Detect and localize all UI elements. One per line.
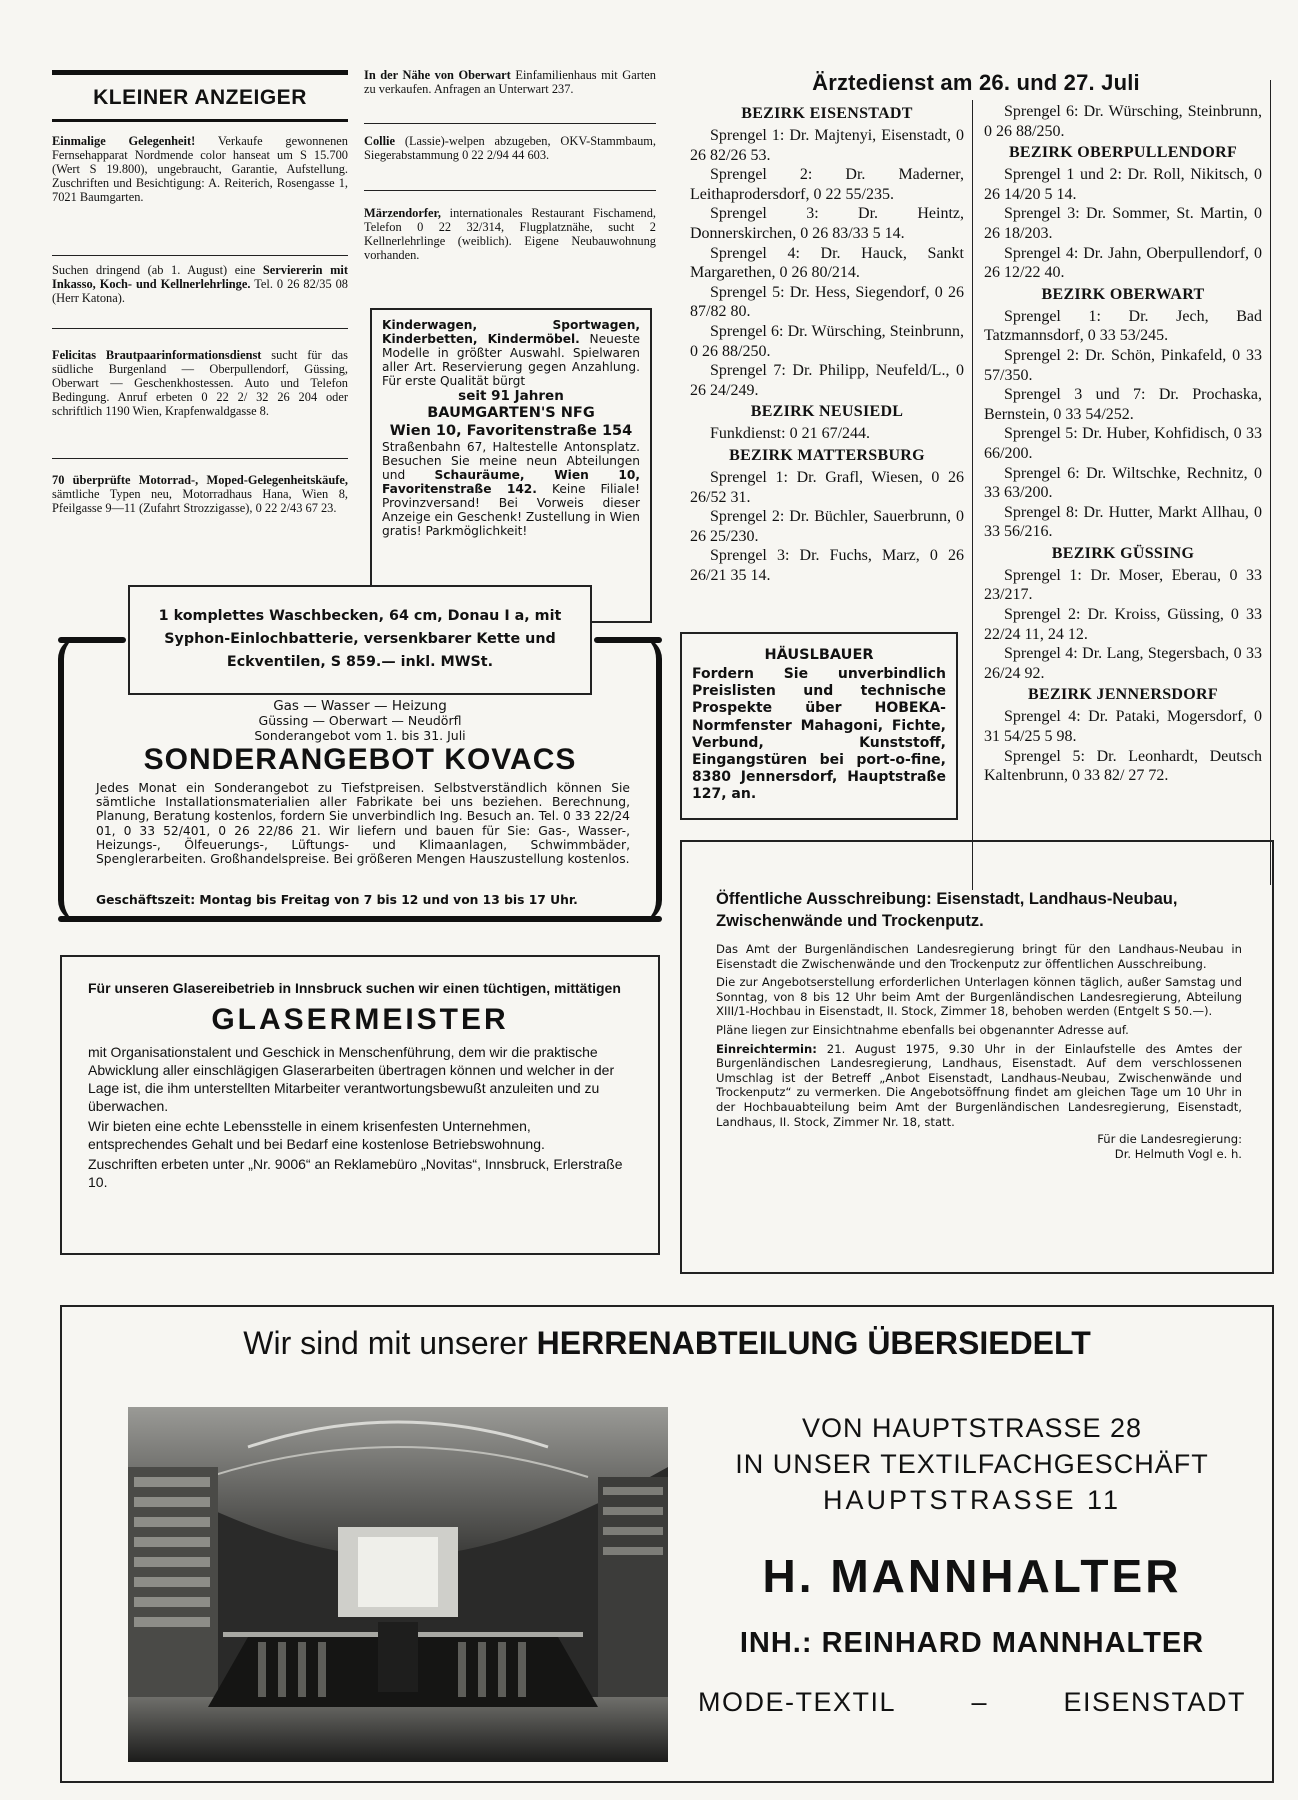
haeuslbauer-ad-box [680, 632, 958, 820]
baumgarten-intro-text: Neueste Modelle in größter Auswahl. Spielwaren aller Art. Reservierung gegen Anzahlung. Für erste Qualität bürgt [382, 332, 640, 388]
baumgarten-name: BAUMGARTEN'S NFG [427, 405, 595, 421]
doctor-entry: Sprengel 3: Dr. Sommer, St. Martin, 0 26 18/203. [984, 205, 1262, 242]
mannhalter-name: H. MANNHALTER [762, 1550, 1182, 1602]
doctor-entry: Sprengel 6: Dr. Würsching, Steinbrunn, 0 26 88/250. [984, 103, 1262, 140]
doctor-entry: Sprengel 5: Dr. Huber, Kohfidisch, 0 33 66/200. [984, 425, 1262, 462]
district-heading: BEZIRK JENNERSDORF [1028, 686, 1218, 704]
kovacs-bracket-top-left [58, 637, 126, 643]
doctor-entry: Sprengel 5: Dr. Hess, Siegendorf, 0 26 87/82 80. [690, 283, 964, 321]
baumgarten-showroom: Schauräume, Wien 10, Favoritenstraße 142. [382, 468, 640, 496]
glaser-p2: Wir bieten eine echte Lebensstelle in einem krisenfesten Unternehmen, entsprechendes Gehalt und bei Bedarf eine kostenlose Betriebswohnung. [88, 1118, 545, 1152]
doctor-entry: Sprengel 1: Dr. Majtenyi, Eisenstadt, 0 26 82/26 53. [690, 127, 964, 164]
doctor-entry: Sprengel 2: Dr. Büchler, Sauerbrunn, 0 26 25/230. [690, 508, 964, 545]
doctor-entry: Sprengel 1: Dr. Jech, Bad Tatzmannsdorf, 0 33 53/245. [984, 307, 1262, 345]
kovacs-bracket-top-right [594, 637, 662, 643]
ausschreibung-sign-1: Für die Landesregierung: [1097, 1132, 1242, 1147]
store-interior-photo [128, 1407, 668, 1762]
classified-middle-column [364, 68, 658, 568]
mannhalter-headline-b: HERRENABTEILUNG ÜBERSIEDELT [536, 1325, 1091, 1361]
kovacs-ad [58, 585, 662, 925]
classified-ad-oberwart-house: In der Nähe von Oberwart Einfamilienhaus mit Garten zu verkaufen. Anfragen an Unterwart 237. [364, 68, 656, 96]
doctor-entry: Sprengel 6: Dr. Würsching, Steinbrunn, 0 26 88/250. [690, 322, 964, 360]
mannhalter-line-1: VON HAUPTSTRASSE 28 [801, 1413, 1143, 1443]
doctor-entry: Sprengel 6: Dr. Wiltschke, Rechnitz, 0 33 63/200. [984, 464, 1262, 502]
mannhalter-line-3: HAUPTSTRASSE 11 [822, 1485, 1122, 1515]
doctor-entry: Sprengel 1 und 2: Dr. Roll, Nikitsch, 0 26 14/20 5 14. [984, 166, 1262, 203]
district-heading: BEZIRK OBERWART [1041, 285, 1205, 303]
baumgarten-since: seit 91 Jahren [458, 388, 564, 404]
ausschreibung-deadline-label: Einreichtermin: [716, 1041, 817, 1056]
district-heading: BEZIRK NEUSIEDL [750, 403, 904, 421]
kovacs-waschbecken-text: 1 komplettes Waschbecken, 64 cm, Donau I a, mit Syphon-Einlochbatterie, versenkbarer Kette und Eckventilen, S 859.— inkl. MWSt. [158, 608, 562, 670]
kleiner-anzeiger-header: KLEINER ANZEIGER [93, 86, 307, 109]
kovacs-line-1: Gas — Wasser — Heizung [273, 698, 447, 714]
doctor-entry: Sprengel 2: Dr. Kroiss, Güssing, 0 33 22/24 11, 24 12. [984, 606, 1262, 643]
glaser-p1: mit Organisationstalent und Geschick in Menschenführung, dem wir die praktische Abwicklung aller einschlägigen Glaserarbeiten übertragen können und welcher in der Lage ist, die ihm unterstellten Mitarbeiter verantwortungsbewußt anzuleiten und zu überwachen. [88, 1044, 615, 1114]
mannhalter-headline-a: Wir sind mit unserer [243, 1325, 537, 1361]
aerztedienst-title: Ärztedienst am 26. und 27. Juli [812, 70, 1140, 95]
mannhalter-tag-dash: – [971, 1687, 988, 1717]
aerztedienst-column-1 [690, 102, 964, 585]
doctor-entry: Sprengel 4: Dr. Pataki, Mogersdorf, 0 31 54/25 5 98. [984, 708, 1262, 746]
ausschreibung-p3: Pläne liegen zur Einsichtnahme ebenfalls bei obgenannter Adresse auf. [716, 1022, 1129, 1037]
kovacs-title: SONDERANGEBOT KOVACS [143, 743, 577, 776]
kovacs-waschbecken-box [128, 585, 592, 695]
classified-separator [52, 458, 348, 459]
classified-ad-collie: Collie (Lassie)-welpen abzugeben, OKV-Stammbaum, Siegerabstammung 0 22 2/94 44 603. [364, 134, 656, 162]
classified-ad-motorrad: 70 überprüfte Motorrad-, Moped-Gelegenheitskäufe, sämtliche Typen neu, Motorradhaus Hana, Wien 8, Pfeilgasse 9—11 (Zufahrt Strozzigasse), 0 22 2/43 67 23. [52, 473, 348, 515]
ausschreibung-p2: Die zur Angebotserstellung erforderlichen Unterlagen können täglich, außer Samstag und Sonntag, von 8 bis 12 Uhr beim Amt der Burgenländischen Landesregierung, Abteilung XIII/1-Hochbau in Eisenstadt, II. Stock, Zimmer 18, behoben werden (Entgelt S 50.—). [716, 975, 1242, 1019]
aerztedienst-col-divider [972, 100, 973, 890]
doctor-entry: Sprengel 3: Dr. Fuchs, Marz, 0 26 26/21 35 14. [690, 547, 964, 584]
mannhalter-tag-b: EISENSTADT [1063, 1687, 1246, 1717]
ausschreibung-p4: 21. August 1975, 9.30 Uhr in der Einlaufstelle des Amtes der Burgenländischen Landesregierung, Landhaus, Eisenstadt. Auf dem verschlossenen Umschlag ist der Betreff „Anbot Eisenstadt, Landhaus-Neubau, Zwischenwände und Trockenputz“ zu vermerken. Die Angebotsöffnung findet am gleichen Tage um 10 Uhr in der Hochbauabteilung beim Amt der Burgenländischen Landesregierung, Eisenstadt, Landhaus, II. Stock, Zimmer Nr. 18, statt. [716, 1041, 1242, 1129]
baumgarten-text-end: Keine Filiale! Provinzversand! Bei Vorweis dieser Anzeige ein Geschenk! Zustellung in Wien gratis! Parkmöglichkeit! [382, 482, 640, 538]
classified-separator [52, 328, 348, 329]
kovacs-hours: Geschäftszeit: Montag bis Freitag von 7 bis 12 und von 13 bis 17 Uhr. [96, 893, 578, 907]
glaser-intro: Für unseren Glasereibetrieb in Innsbruck suchen wir einen tüchtigen, mittätigen [88, 980, 621, 996]
kovacs-bottom-bar [58, 916, 662, 922]
district-heading: BEZIRK GÜSSING [1051, 544, 1195, 562]
district-heading: BEZIRK MATTERSBURG [729, 446, 925, 464]
haeuslbauer-title: HÄUSLBAUER [764, 647, 874, 663]
mannhalter-tag-a: MODE-TEXTIL [698, 1687, 897, 1717]
aerztedienst-column-2 [984, 102, 1262, 786]
doctor-entry: Sprengel 1: Dr. Moser, Eberau, 0 33 23/217. [984, 566, 1262, 604]
doctor-entry: Sprengel 4: Dr. Hauck, Sankt Margarethen, 0 26 80/214. [690, 244, 964, 282]
doctor-entry: Sprengel 4: Dr. Jahn, Oberpullendorf, 0 26 12/22 40. [984, 244, 1262, 282]
ausschreibung-p1: Das Amt der Burgenländischen Landesregierung bringt für den Landhaus-Neubau in Eisenstadt die Zwischenwände und den Trockenputz zur öffentlichen Ausschreibung. [716, 942, 1242, 971]
doctor-entry: Sprengel 4: Dr. Lang, Stegersbach, 0 33 26/24 92. [984, 645, 1262, 682]
header-rule-top [52, 70, 348, 75]
classified-ad-maerzendorfer: Märzendorfer, internationales Restaurant Fischamend, Telefon 0 22 32/314, Flugplatznähe, sucht 2 Kellnerlehrlinge (weiblich). Eigene Neubauwohnung vorhanden. [364, 206, 656, 262]
mannhalter-headline [62, 1323, 1272, 1363]
classified-ad-serviererin: Suchen dringend (ab 1. August) eine Serviererin mit Inkasso, Koch- und Kellnerlehrlinge. Tel. 0 26 82/35 08 (Herr Katona). [52, 263, 348, 305]
baumgarten-text: Straßenbahn 67, Haltestelle Antonsplatz. Besuchen Sie meine neun Abteilungen und [382, 440, 640, 482]
ausschreibung-ad-box [680, 840, 1274, 1274]
mannhalter-line-2: IN UNSER TEXTILFACHGESCHÄFT [735, 1449, 1209, 1479]
glaser-title: GLASERMEISTER [211, 1003, 509, 1036]
haeuslbauer-text: Fordern Sie unverbindlich Preislisten und technische Prospekte über HOBEKA-Normfenster Mahagoni, Fichte, Verbund, Kunststoff, Eingangstüren bei port-o-fine, 8380 Jennersdorf, Hauptstraße 127, an. [692, 666, 946, 803]
doctor-entry: Sprengel 8: Dr. Hutter, Markt Allhau, 0 33 56/216. [984, 503, 1262, 541]
classified-ad-felicitas: Felicitas Brautpaarinformationsdienst sucht für das südliche Burgenland — Oberpullendorf, Güssing, Oberwart — Geschenkhostessen. Auto und Telefon Bedingung. Anruf erbeten 0 22 2/ 32 26 204 oder schriftlich 1190 Wien, Krapfenwaldgasse 8. [52, 348, 348, 418]
doctor-entry: Sprengel 2: Dr. Schön, Pinkafeld, 0 33 57/350. [984, 346, 1262, 384]
header-rule-bottom [52, 119, 348, 122]
kovacs-body: Jedes Monat ein Sonderangebot zu Tiefstpreisen. Selbstverständlich können Sie sämtliche Installationsmaterialien aller Fabrikate bei uns beziehen. Berechnung, Planung, Beratung kostenlos, fordern Sie unverbindlich Ing. Besuch an. Tel. 0 33 22/24 01, 0 33 52/401, 0 26 22/86 21. Wir liefern und bauen für Sie: Gas-, Wasser-, Heizungs-, Ölfeuerungs-, Lüftungs- und Klimaanlagen, Schwimmbäder, Spenglerarbeiten. Großhandelspreise. Bei größeren Mengen Hauszustellung kostenlos. [96, 781, 630, 867]
district-heading: BEZIRK EISENSTADT [741, 105, 913, 122]
doctor-entry: Sprengel 3 und 7: Dr. Prochaska, Bernstein, 0 33 54/252. [984, 386, 1262, 423]
doctor-entry: Sprengel 1: Dr. Grafl, Wiesen, 0 26 26/52 31. [690, 468, 964, 506]
kovacs-line-2: Güssing — Oberwart — Neudörfl [258, 713, 462, 728]
doctor-entry: Sprengel 2: Dr. Maderner, Leithaprodersdorf, 0 22 55/235. [690, 166, 964, 203]
mannhalter-tagline [698, 1685, 1246, 1719]
doctor-entry: Sprengel 7: Dr. Philipp, Neufeld/L., 0 26 24/249. [690, 362, 964, 399]
district-heading: BEZIRK OBERPULLENDORF [1008, 144, 1238, 162]
ausschreibung-title: Öffentliche Ausschreibung: Eisenstadt, Landhaus-Neubau, Zwischenwände und Trockenputz. [716, 890, 1178, 930]
kovacs-line-3: Sonderangebot vom 1. bis 31. Juli [254, 728, 466, 743]
mannhalter-ad-box [60, 1305, 1274, 1783]
baumgarten-intro-bold: Kinderwagen, Sportwagen, Kinderbetten, Kindermöbel. [382, 318, 640, 346]
kleiner-anzeiger-section [52, 68, 350, 558]
classified-ad-tv: Einmalige Gelegenheit! Verkaufe gewonnenen Fernsehapparat Nordmende color hanseat um S 15.700 (Wert S 19.800), ungebraucht, Garantie, Aufstellung. Zuschriften und Besichtigung: A. Reiterich, Rosengasse 1, 7021 Baumgarten. [52, 134, 348, 204]
mannhalter-owner: INH.: REINHARD MANNHALTER [739, 1627, 1205, 1659]
baumgarten-address: Wien 10, Favoritenstraße 154 [389, 423, 633, 439]
classified-separator [364, 123, 656, 124]
doctor-entry: Funkdienst: 0 21 67/244. [710, 425, 871, 443]
glaser-p3: Zuschriften erbeten unter „Nr. 9006“ an Reklamebüro „Novitas“, Innsbruck, Erlerstraße 10. [88, 1156, 623, 1190]
aerztedienst-right-rule [1270, 80, 1271, 885]
baumgarten-ad-box [370, 308, 652, 623]
ausschreibung-sign-2: Dr. Helmuth Vogl e. h. [1114, 1147, 1242, 1162]
doctor-entry: Sprengel 3: Dr. Heintz, Donnerskirchen, 0 26 83/33 5 14. [690, 205, 964, 242]
classified-separator [364, 190, 656, 191]
doctor-entry: Sprengel 5: Dr. Leonhardt, Deutsch Kaltenbrunn, 0 33 82/ 27 72. [984, 747, 1262, 785]
classified-separator [52, 255, 348, 256]
glasermeister-ad-box [60, 955, 660, 1255]
